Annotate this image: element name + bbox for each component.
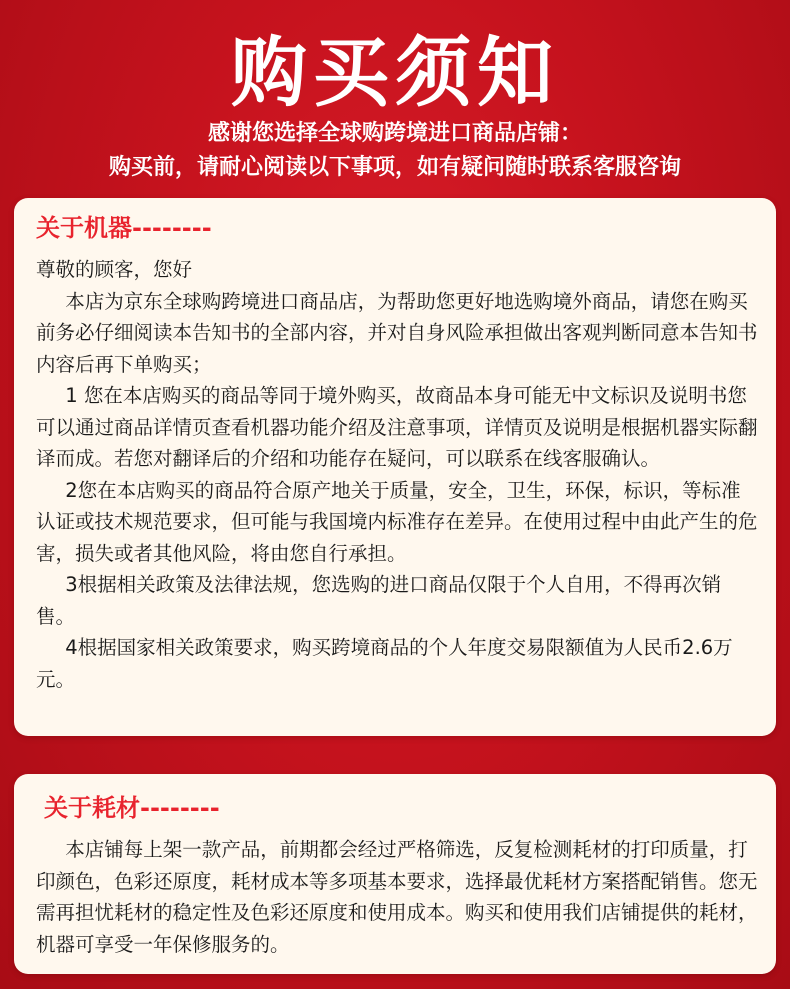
consumables-notice-card [14, 774, 776, 974]
consumables-section-body [36, 834, 758, 960]
notice-item-2: 2您在本店购买的商品符合原产地关于质量，安全，卫生，环保，标识，等标准认证或技术规范要求，但可能与我国境内标准存在差异。在使用过程中由此产生的危害，损失或者其他风险，将由您自行承担。 [36, 478, 758, 565]
machine-notice-card [14, 198, 776, 736]
subtitle-notice: 购买前，请耐心阅读以下事项，如有疑问随时联系客服咨询 [108, 155, 681, 180]
intro-paragraph: 本店为京东全球购跨境进口商品店，为帮助您更好地选购境外商品，请您在购买前务必仔细阅读本告知书的全部内容，并对自身风险承担做出客观判断同意本告知书内容后再下单购买； [36, 289, 758, 376]
consumables-section-heading: 关于耗材-------- [44, 794, 220, 822]
notice-item-1: 1 您在本店购买的商品等同于境外购买，故商品本身可能无中文标识及说明书您可以通过商品详情页查看机器功能介绍及注意事项，详情页及说明是根据机器实际翻译而成。若您对翻译后的介绍和功能存在疑问，可以联系在线客服确认。 [36, 384, 758, 470]
machine-section-body [36, 254, 758, 695]
notice-item-4: 4根据国家相关政策要求，购买跨境商品的个人年度交易限额值为人民币2.6万元。 [36, 636, 733, 691]
notice-item-3: 3根据相关政策及法律法规，您选购的进口商品仅限于个人自用，不得再次销售。 [36, 573, 722, 628]
greeting-text: 尊敬的顾客，您好 [36, 258, 193, 281]
consumables-paragraph: 本店铺每上架一款产品，前期都会经过严格筛选，反复检测耗材的打印质量，打印颜色，色彩还原度，耗材成本等多项基本要求，选择最优耗材方案搭配销售。您无需再担忧耗材的稳定性及色彩还原度和使用成本。购买和使用我们店铺提供的耗材，机器可享受一年保修服务的。 [36, 838, 758, 956]
subtitle-thanks: 感谢您选择全球购跨境进口商品店铺： [207, 121, 582, 146]
page-title: 购买须知 [231, 28, 559, 117]
machine-section-heading: 关于机器-------- [36, 214, 212, 242]
